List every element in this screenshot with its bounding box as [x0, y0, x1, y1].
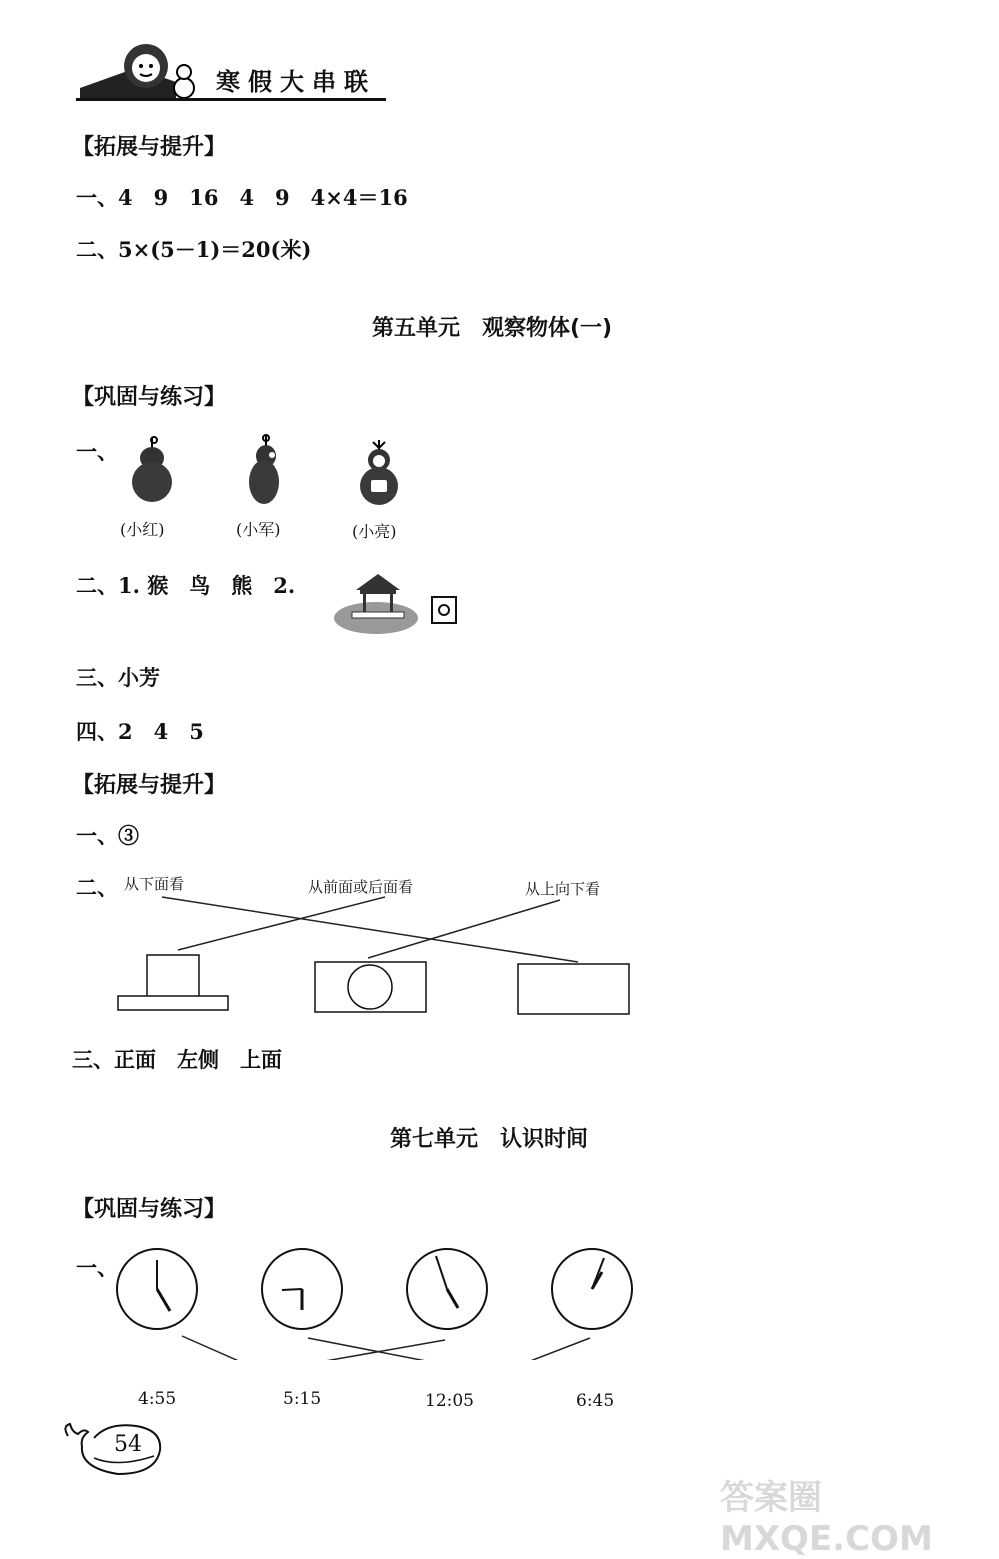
section-heading: 【拓展与提升】 — [72, 773, 227, 798]
figure-caption: (小军) — [236, 520, 281, 539]
whale-icon — [58, 1418, 168, 1480]
time-label: 12:05 — [425, 1391, 474, 1411]
figure-caption: (小亮) — [352, 522, 397, 541]
clock-icon — [552, 1249, 632, 1329]
view-label: 从下面看 — [124, 875, 185, 893]
time-label: 5:15 — [283, 1389, 322, 1409]
clock-icon — [407, 1249, 487, 1329]
answer-line: 二、5×(5－1)＝20(米) — [76, 237, 312, 262]
header-title: 寒假大串联 — [216, 67, 376, 96]
watermark: 答案圈 MXQE.COM — [720, 1478, 933, 1559]
clock-icon — [262, 1249, 342, 1329]
answer-line: 三、正面 左侧 上面 — [72, 1047, 282, 1072]
question-label: 一、 — [76, 439, 118, 464]
section-heading: 【拓展与提升】 — [72, 135, 227, 160]
answer-line: 四、2 4 5 — [76, 719, 204, 744]
section-heading: 【巩固与练习】 — [72, 385, 227, 410]
clock-icon — [117, 1249, 197, 1329]
view-label: 从前面或后面看 — [308, 878, 414, 896]
unit-title: 第五单元 观察物体(一) — [372, 316, 613, 341]
answer-line: 一、4 9 16 4 9 4×4＝16 — [76, 185, 408, 210]
view-label: 从上向下看 — [525, 880, 601, 898]
page-number: 54 — [114, 1432, 142, 1457]
unit-title: 第七单元 认识时间 — [390, 1127, 589, 1152]
time-label: 6:45 — [576, 1391, 615, 1411]
answer-line: 一、③ — [76, 823, 139, 848]
figure-caption: (小红) — [120, 520, 165, 539]
question-label: 二、 — [76, 875, 118, 900]
clock-diagram — [0, 1230, 999, 1360]
answer-line: 三、小芳 — [76, 665, 160, 690]
answer-line: 二、1. 猴 鸟 熊 2. — [76, 573, 296, 598]
time-label: 4:55 — [138, 1389, 177, 1409]
section-heading: 【巩固与练习】 — [72, 1197, 227, 1222]
question-label: 一、 — [76, 1255, 118, 1280]
